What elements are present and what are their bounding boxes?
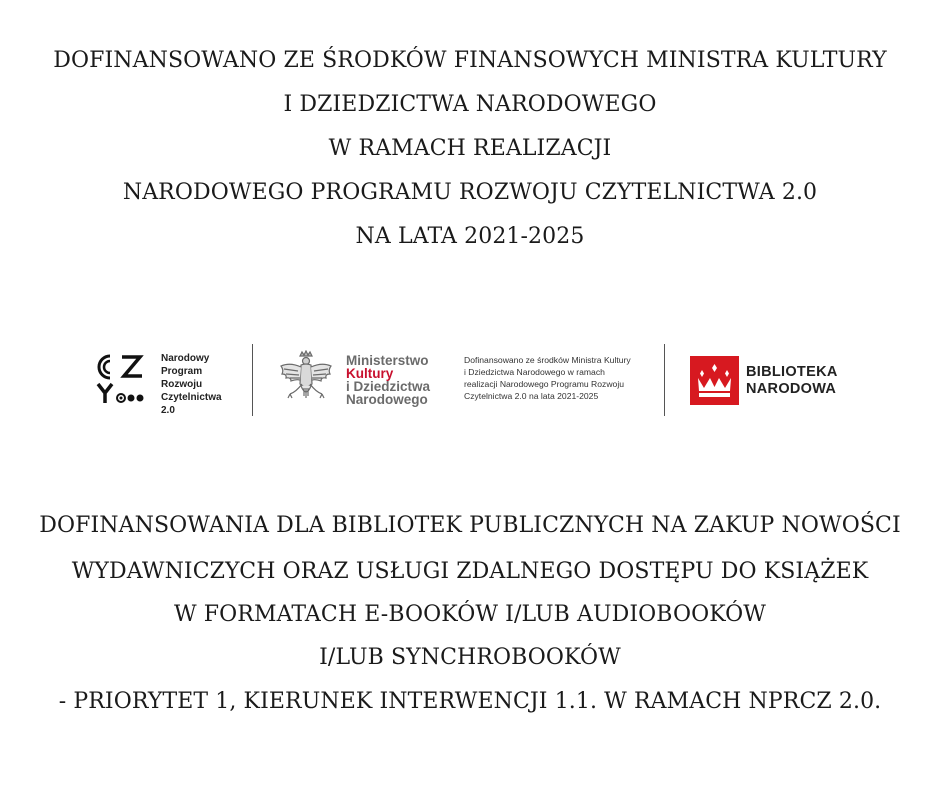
header-line-5: NA LATA 2021-2025 <box>355 224 585 249</box>
logo-divider-2 <box>664 344 665 416</box>
body-line-2: WYDAWNICZYCH ORAZ USŁUGI ZDALNEGO DOSTĘPU DO KSIĄŻEK <box>71 559 869 584</box>
funding-note-line-3: realizacji Narodowego Programu Rozwoju <box>464 379 625 389</box>
nprcz-line-1: Narodowy <box>161 353 210 364</box>
funding-note <box>464 354 631 402</box>
ministry-line-3: i Dziedzictwa <box>346 379 431 394</box>
library-line-1: BIBLIOTEKA <box>746 364 838 380</box>
ministry-line-4: Narodowego <box>346 392 428 407</box>
logo-divider-1 <box>252 344 253 416</box>
library-logo-text <box>746 364 838 398</box>
nprcz-line-2: Program <box>161 366 203 377</box>
ministry-logo-text <box>346 354 430 406</box>
header-line-3: W RAMACH REALIZACJI <box>328 136 612 161</box>
body-line-1: DOFINANSOWANIA DLA BIBLIOTEK PUBLICZNYCH NA ZAKUP NOWOŚCI <box>39 513 901 538</box>
body-line-4: I/LUB SYNCHROBOOKÓW <box>319 645 621 670</box>
header-line-2: I DZIEDZICTWA NARODOWEGO <box>283 92 657 117</box>
funding-note-line-4: Czytelnictwa 2.0 na lata 2021-2025 <box>464 391 599 401</box>
nprcz-logo-icon <box>96 354 148 406</box>
nprcz-line-4: Czytelnictwa <box>161 392 222 403</box>
funding-note-line-1: Dofinansowano ze środków Ministra Kultury <box>464 355 631 365</box>
body-line-3: W FORMATACH E-BOOKÓW I/LUB AUDIOBOOKÓW <box>173 602 767 627</box>
library-crown-icon <box>690 356 739 405</box>
header-line-4: NARODOWEGO PROGRAMU ROZWOJU CZYTELNICTWA 2.0 <box>122 180 818 205</box>
nprcz-logo-text <box>161 352 222 417</box>
nprcz-line-3: Rozwoju <box>161 379 203 390</box>
eagle-emblem-icon <box>278 350 334 410</box>
header-line-1: DOFINANSOWANO ZE ŚRODKÓW FINANSOWYCH MINISTRA KULTURY <box>53 48 887 73</box>
ministry-line-2: Kultury <box>346 366 394 381</box>
library-line-2: NARODOWA <box>746 381 837 397</box>
body-line-5: - PRIORYTET 1, KIERUNEK INTERWENCJI 1.1. W RAMACH NPRCZ 2.0. <box>58 689 882 714</box>
nprcz-line-5: 2.0 <box>161 405 175 416</box>
funding-note-line-2: i Dziedzictwa Narodowego w ramach <box>464 367 605 377</box>
ministry-line-1: Ministerstwo <box>346 353 429 368</box>
